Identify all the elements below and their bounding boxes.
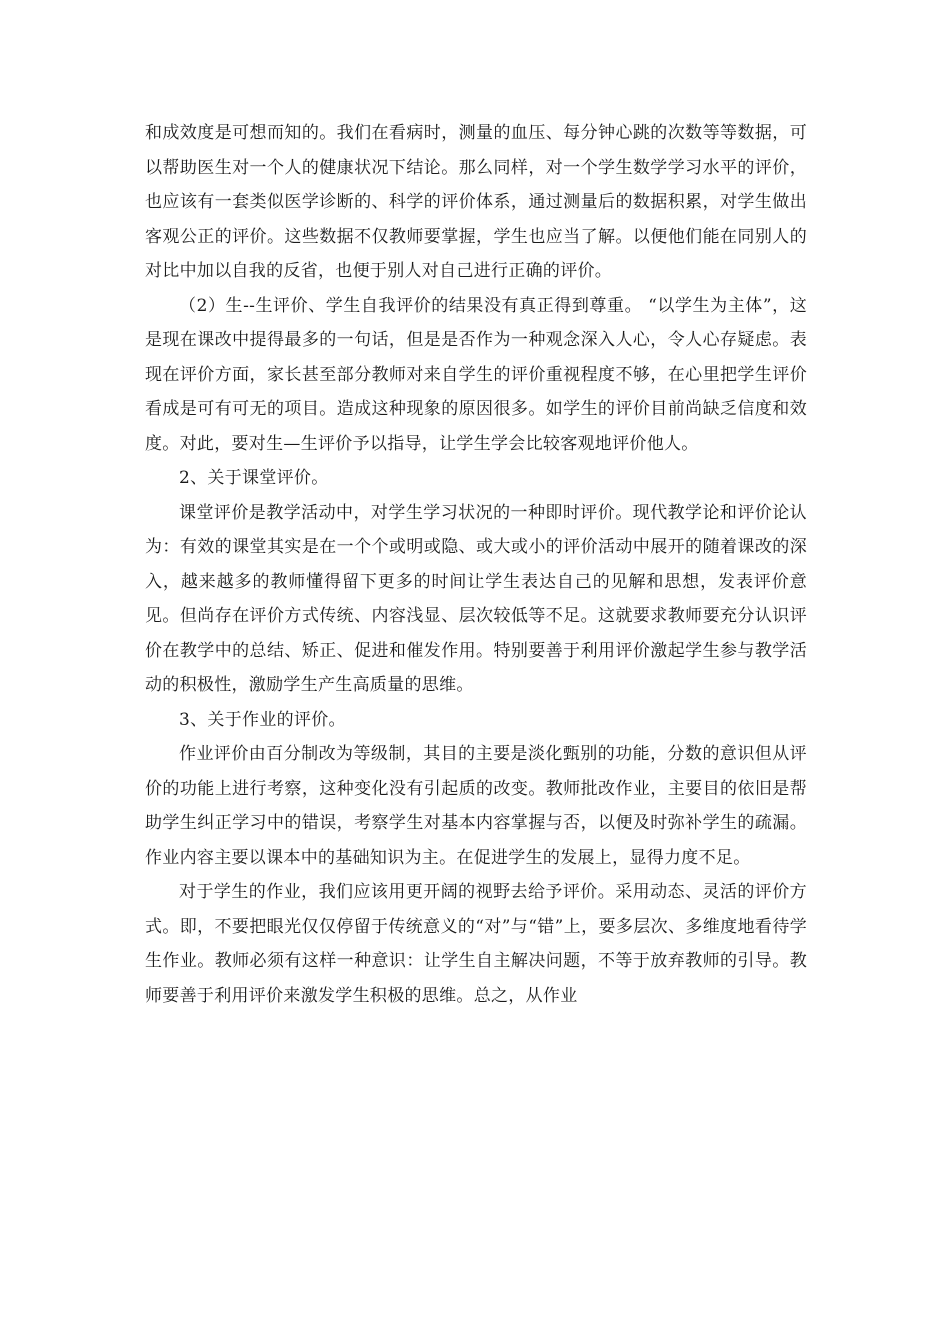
paragraph-student-evaluation: （2）生--生评价、学生自我评价的结果没有真正得到尊重。 “以学生为主体”，这是现在课改中提得最多的一句话，但是是否作为一种观念深入人心，令人心存疑虑。表现在评价方面，家长甚至部分教师对来自学生的评价重视程度不够，在心里把学生评价看成是可有可无的项目。造成这种现象的原因很多。如学生的评价目前尚缺乏信度和效度。对此，要对生—生评价予以指导，让学生学会比较客观地评价他人。: [145, 295, 807, 454]
paragraph-homework-grading: 作业评价由百分制改为等级制，其目的主要是淡化甄别的功能，分数的意识但从评价的功能上进行考察，这种变化没有引起质的改变。教师批改作业，主要目的依旧是帮助学生纠正学习中的错误，考察学生对基本内容掌握与否，以便及时弥补学生的疏漏。作业内容主要以课本中的基础知识为主。在促进学生的发展上，显得力度不足。: [145, 744, 807, 868]
section-heading-homework-evaluation: 3、关于作业的评价。: [179, 709, 346, 730]
document-body: [145, 116, 807, 1013]
section-heading-classroom-evaluation: 2、关于课堂评价。: [179, 468, 329, 488]
paragraph-continued: 和成效度是可想而知的。我们在看病时，测量的血压、每分钟心跳的次数等等数据，可以帮助医生对一个人的健康状况下结论。那么同样，对一个学生数学学习水平的评价，也应该有一套类似医学诊断的、科学的评价体系，通过测量后的数据积累，对学生做出客观公正的评价。这些数据不仅教师要掌握，学生也应当了解。以便他们能在同别人的对比中加以自我的反省，也便于别人对自己进行正确的评价。: [145, 123, 807, 281]
paragraph-homework-approach: 对于学生的作业，我们应该用更开阔的视野去给予评价。采用动态、灵活的评价方式。即，不要把眼光仅仅停留于传统意义的“对”与“错”上，要多层次、多维度地看待学生作业。教师必须有这样一种意识：让学生自主解决问题，不等于放弃教师的引导。教师要善于利用评价来激发学生积极的思维。总之，从作业: [145, 882, 807, 1006]
paragraph-classroom-evaluation: 课堂评价是教学活动中，对学生学习状况的一种即时评价。现代教学论和评价论认为：有效的课堂其实是在一个个或明或隐、或大或小的评价活动中展开的随着课改的深入，越来越多的教师懂得留下更多的时间让学生表达自己的见解和思想，发表评价意见。但尚存在评价方式传统、内容浅显、层次较低等不足。这就要求教师要充分认识评价在教学中的总结、矫正、促进和催发作用。特别要善于利用评价激起学生参与教学活动的积极性，激励学生产生高质量的思维。: [145, 502, 807, 695]
